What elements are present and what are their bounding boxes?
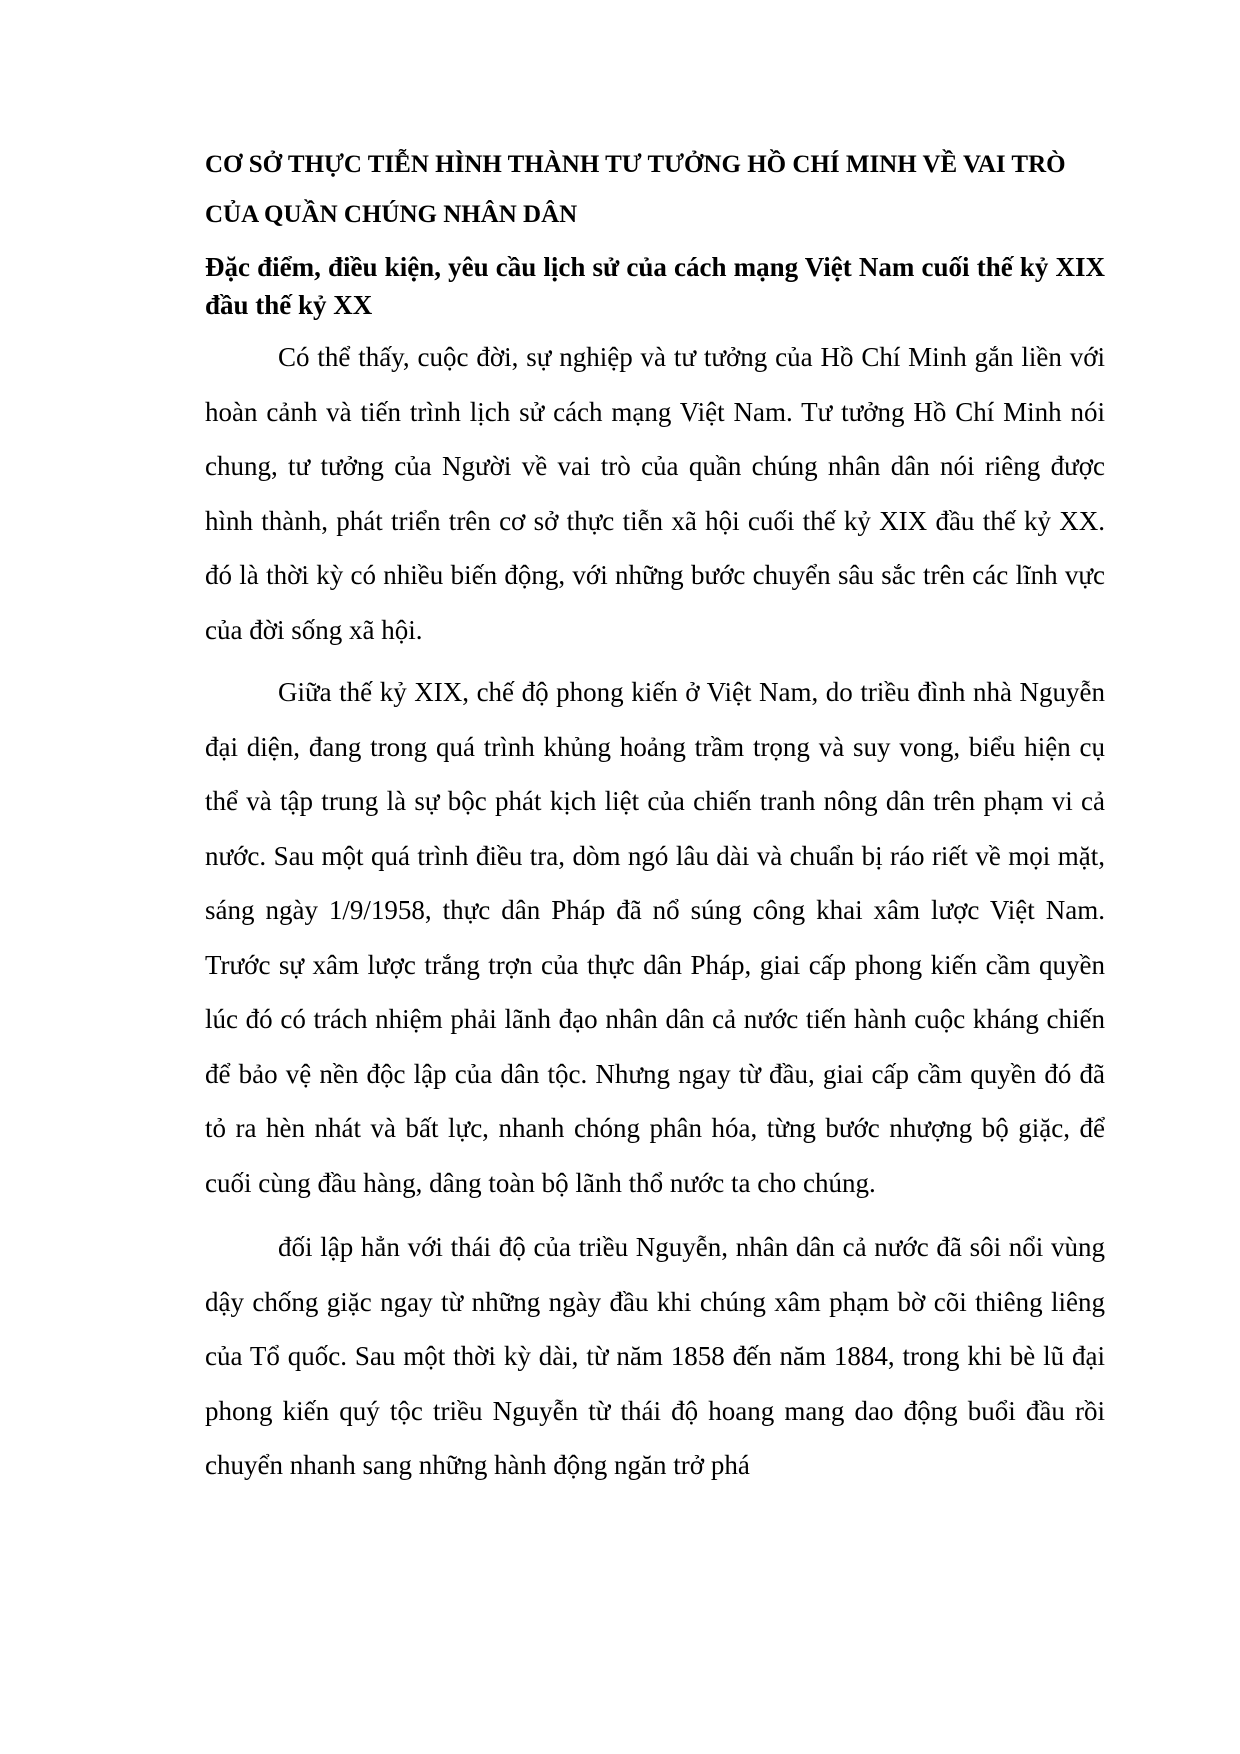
document-body: [205, 140, 1105, 1501]
document-title: CƠ SỞ THỰC TIỄN HÌNH THÀNH TƯ TƯỞNG HỒ CHÍ MINH VỀ VAI TRÒ CỦA QUẦN CHÚNG NHÂN DÂN: [205, 151, 1066, 228]
paragraph-3: đối lập hẳn với thái độ của triều Nguyễn, nhân dân cả nước đã sôi nổi vùng dậy chống giặc ngay từ những ngày đầu khi chúng xâm phạm bờ cõi thiêng liêng của Tổ quốc. Sau một thời kỳ dài, từ năm 1858 đến năm 1884, trong khi bè lũ đại phong kiến quý tộc triều Nguyễn từ thái độ hoang mang dao động buổi đầu rồi chuyển nhanh sang những hành động ngăn trở phá: [205, 1232, 1105, 1480]
section-heading: Đặc điểm, điều kiện, yêu cầu lịch sử của cách mạng Việt Nam cuối thế kỷ XIX đầu thế kỷ XX: [205, 252, 1105, 320]
paragraph-2: Giữa thế kỷ XIX, chế độ phong kiến ở Việt Nam, do triều đình nhà Nguyễn đại diện, đang trong quá trình khủng hoảng trầm trọng và suy vong, biểu hiện cụ thể và tập trung là sự bộc phát kịch liệt của chiến tranh nông dân trên phạm vi cả nước. Sau một quá trình điều tra, dòm ngó lâu dài và chuẩn bị ráo riết về mọi mặt, sáng ngày 1/9/1958, thực dân Pháp đã nổ súng công khai xâm lược Việt Nam. Trước sự xâm lược trắng trợn của thực dân Pháp, giai cấp phong kiến cầm quyền lúc đó có trách nhiệm phải lãnh đạo nhân dân cả nước tiến hành cuộc kháng chiến để bảo vệ nền độc lập của dân tộc. Nhưng ngay từ đầu, giai cấp cầm quyền đó đã tỏ ra hèn nhát và bất lực, nhanh chóng phân hóa, từng bước nhượng bộ giặc, để cuối cùng đầu hàng, dâng toàn bộ lãnh thổ nước ta cho chúng.: [205, 677, 1105, 1198]
paragraph-1: Có thể thấy, cuộc đời, sự nghiệp và tư tưởng của Hồ Chí Minh gắn liền với hoàn cảnh và tiến trình lịch sử cách mạng Việt Nam. Tư tưởng Hồ Chí Minh nói chung, tư tưởng của Người về vai trò của quần chúng nhân dân nói riêng được hình thành, phát triển trên cơ sở thực tiễn xã hội cuối thế kỷ XIX đầu thế kỷ XX. đó là thời kỳ có nhiều biến động, với những bước chuyển sâu sắc trên các lĩnh vực của đời sống xã hội.: [205, 342, 1105, 645]
